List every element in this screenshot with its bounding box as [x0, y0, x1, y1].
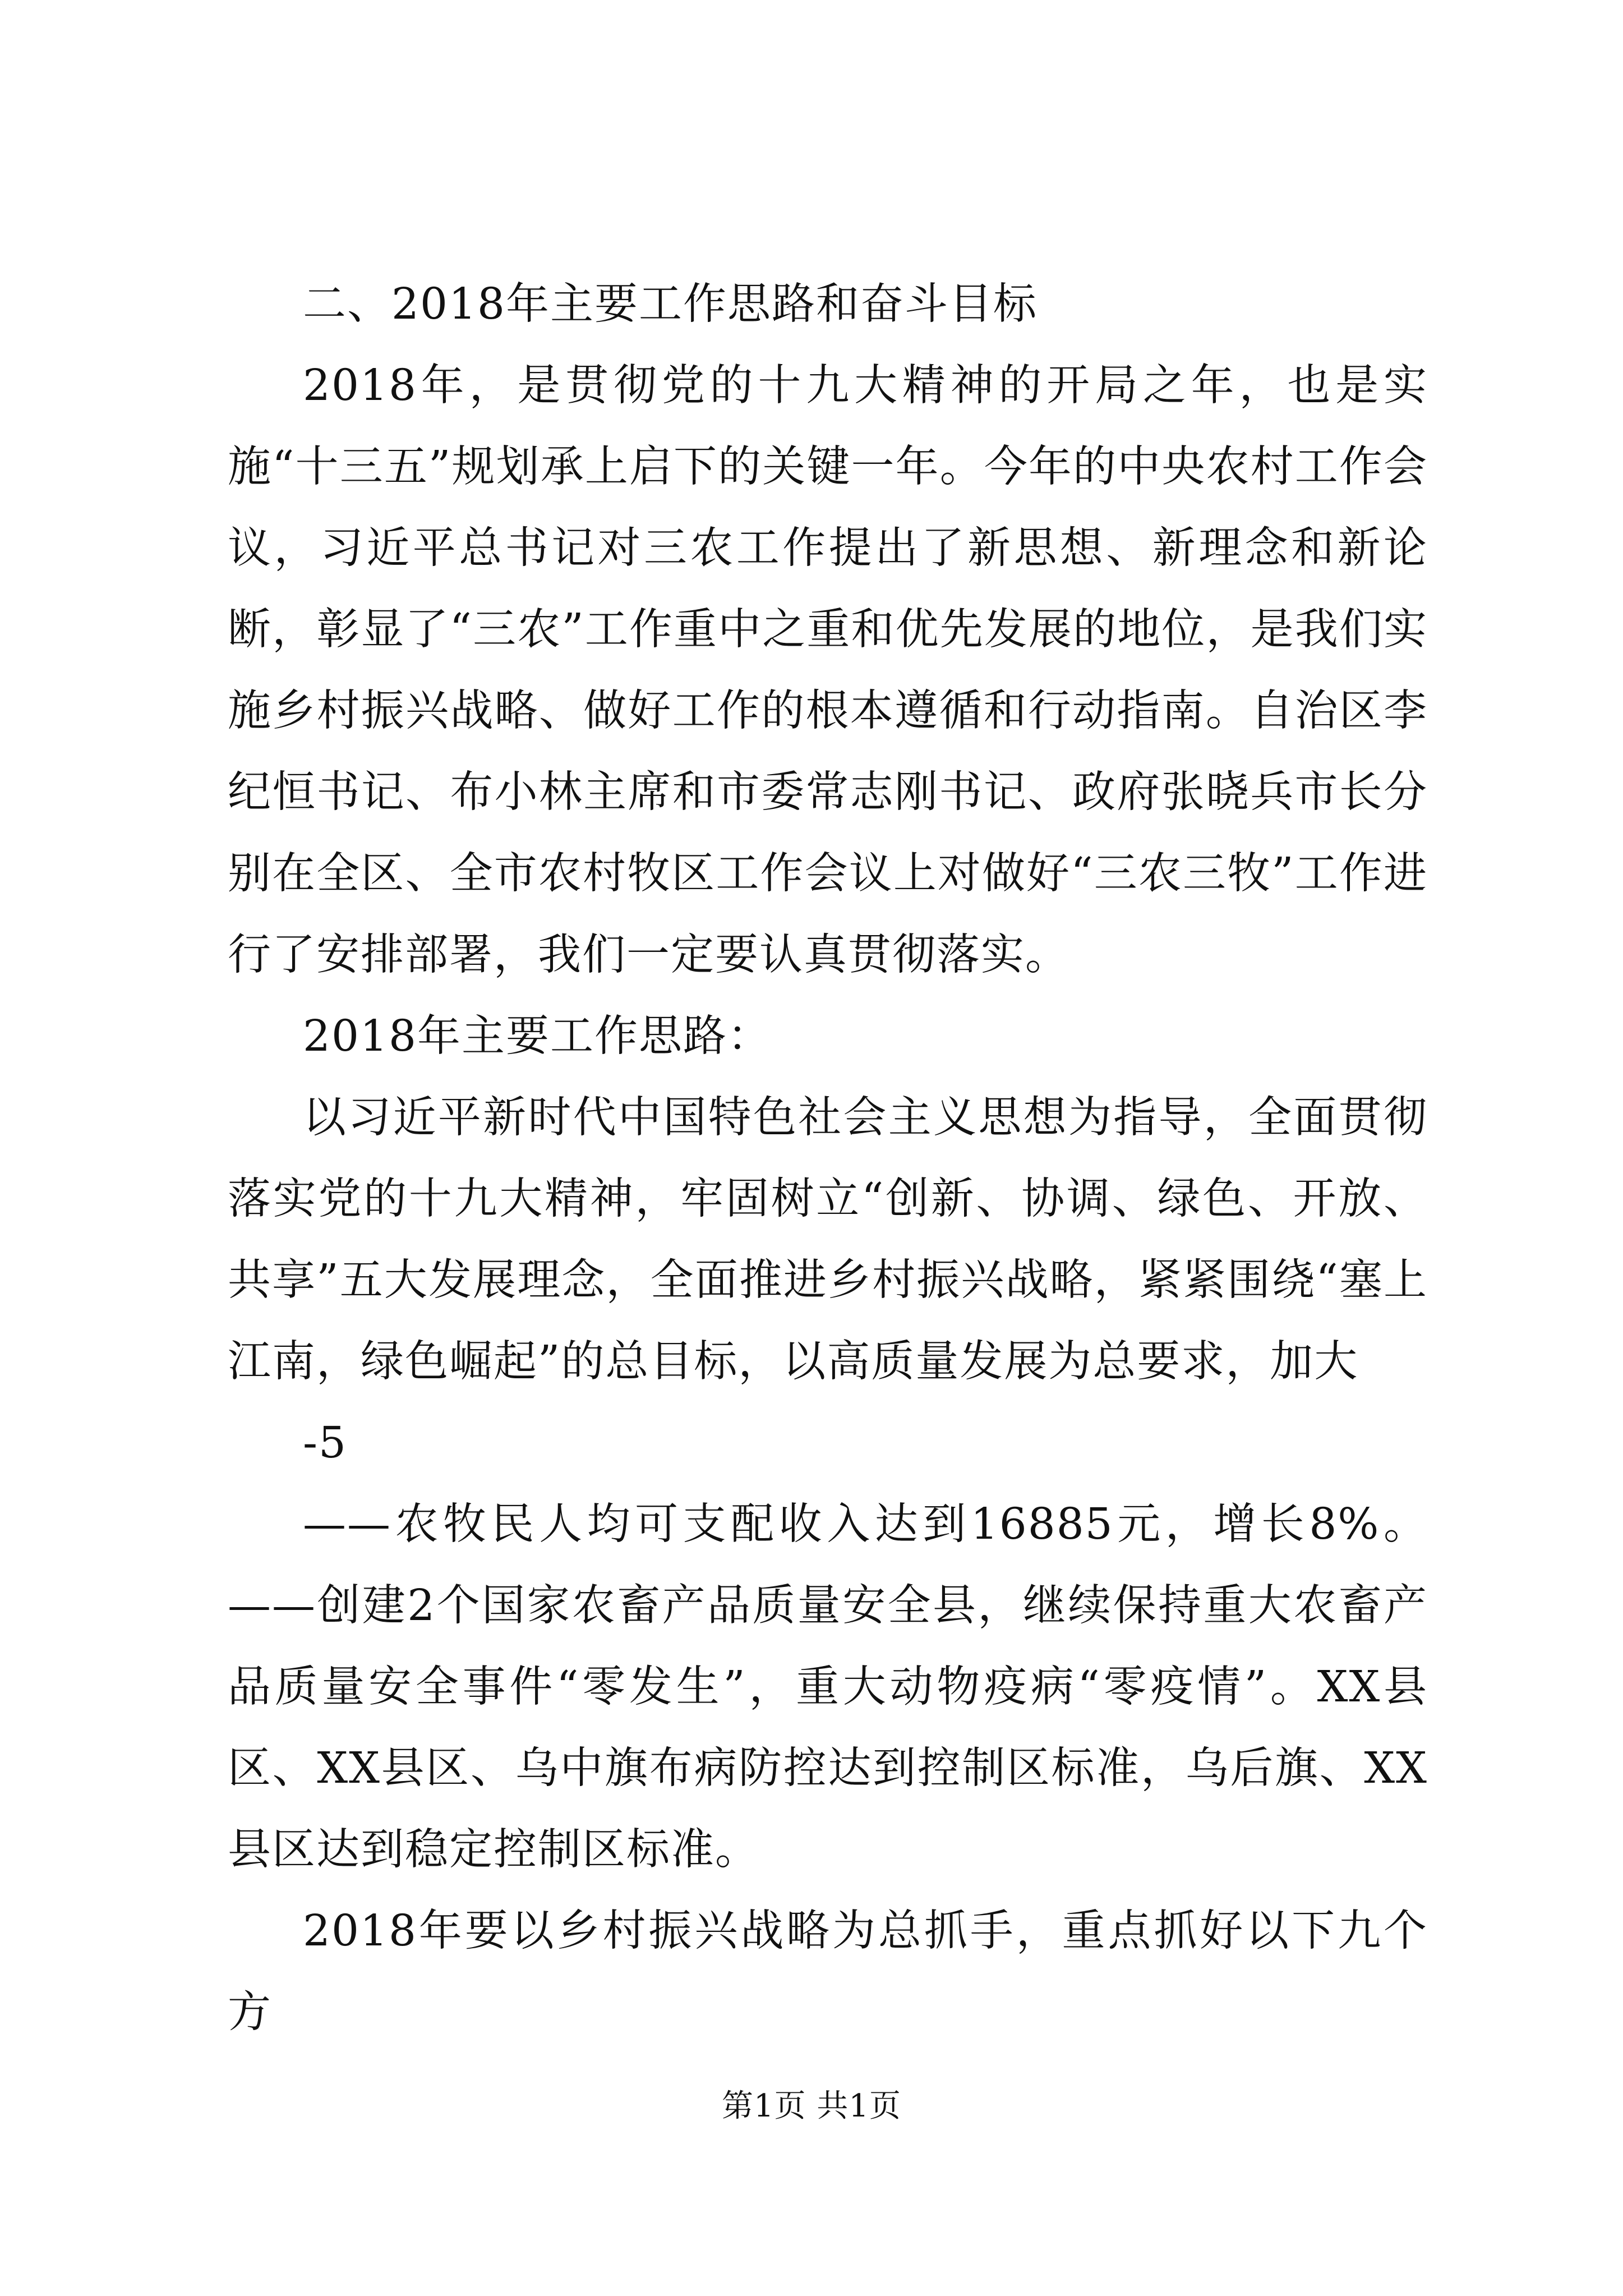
paragraph-subheading: 2018年主要工作思路： — [303, 1011, 772, 1061]
section-heading: 二、2018年主要工作思路和奋斗目标 — [303, 279, 1038, 329]
page-footer — [0, 2087, 1623, 2126]
paragraph-intro: 2018年，是贯彻党的十九大精神的开局之年，也是实施“十三五”规划承上启下的关键一年。今年的中央农村工作会议，习近平总书记对三农工作提出了新思想、新理念和新论断，彰显了“三农”工作重中之重和优先发展的地位，是我们实施乡村振兴战略、做好工作的根本遵循和行动指南。自治区李纪恒书记、布小林主席和市委常志刚书记、政府张晓兵市长分别在全区、全市农村牧区工作会议上对做好“三农三牧”工作进行了安排部署，我们一定要认真贯彻落实。 — [228, 361, 1428, 980]
paragraph-fragment: -5 — [303, 1418, 348, 1468]
paragraph-focus: 2018年要以乡村振兴战略为总抓手，重点抓好以下九个方 — [228, 1906, 1428, 2037]
page-number: 第1页 共1页 — [721, 2088, 902, 2124]
paragraph-guideline: 以习近平新时代中国特色社会主义思想为指导，全面贯彻落实党的十九大精神，牢固树立“创新、协调、绿色、开放、共享”五大发展理念，全面推进乡村振兴战略，紧紧围绕“塞上江南，绿色崛起”的总目标，以高质量发展为总要求，加大 — [228, 1093, 1428, 1387]
paragraph-targets: ——农牧民人均可支配收入达到16885元，增长8%。——创建2个国家农畜产品质量安全县，继续保持重大农畜产品质量安全事件“零发生”，重大动物疫病“零疫情”。XX县区、XX县区、乌中旗布病防控达到控制区标准，乌后旗、XX县区达到稳定控制区标准。 — [228, 1499, 1428, 1875]
document-body — [228, 264, 1428, 2053]
